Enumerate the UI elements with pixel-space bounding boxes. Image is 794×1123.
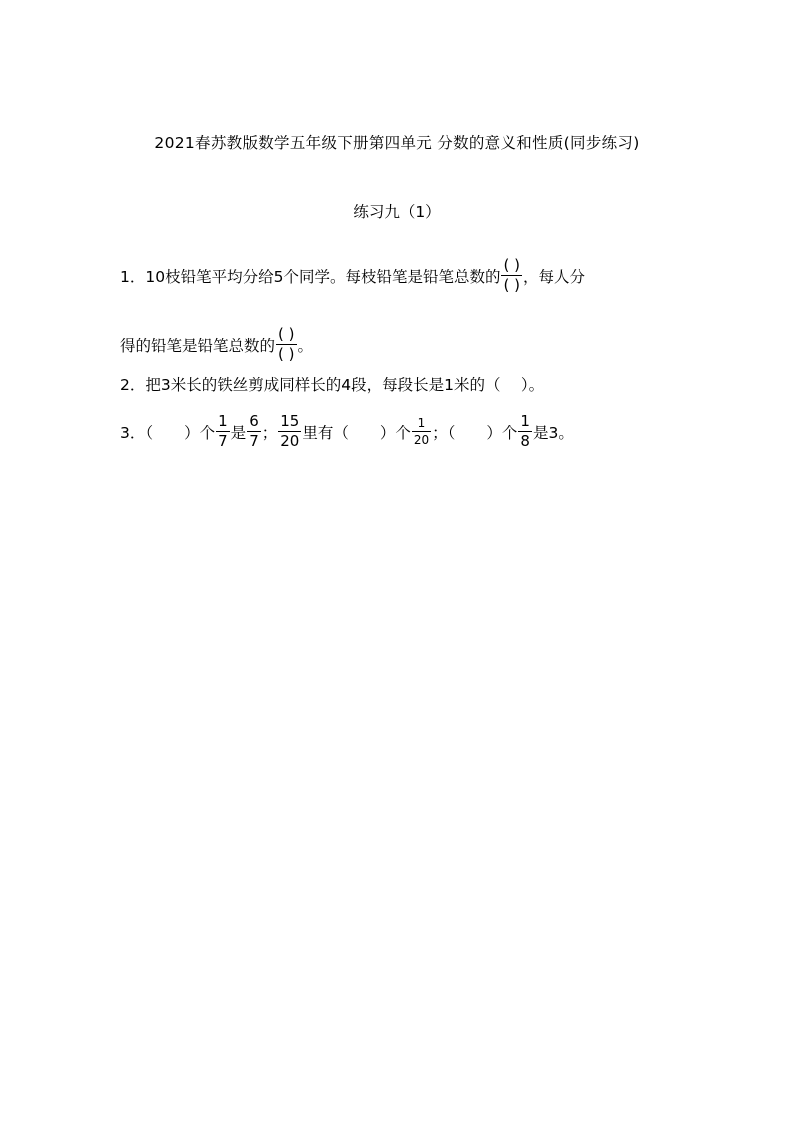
fraction-blank-2 bbox=[276, 327, 296, 362]
fraction-numerator: 15 bbox=[280, 412, 300, 430]
fraction-blank-1 bbox=[501, 258, 521, 293]
question-3 bbox=[120, 414, 574, 449]
question-3-text-6: 是3。 bbox=[532, 423, 574, 442]
question-1-text-d: 。 bbox=[297, 336, 314, 355]
question-1-line-2 bbox=[120, 327, 313, 362]
question-3-text-3: ； bbox=[261, 423, 278, 442]
fraction-numerator: ( ) bbox=[503, 256, 520, 274]
document-title: 2021春苏教版数学五年级下册第四单元 分数的意义和性质(同步练习) bbox=[154, 134, 640, 152]
question-1-text-a: 1．10枝铅笔平均分给5个同学。每枝铅笔是铅笔总数的 bbox=[120, 267, 501, 286]
fraction-denominator: 7 bbox=[218, 432, 228, 450]
fraction-numerator: 1 bbox=[417, 416, 426, 430]
fraction-denominator: ( ) bbox=[503, 276, 520, 294]
question-3-text-4: 里有（ ）个 bbox=[302, 423, 411, 442]
question-1-text-b: ，每人分 bbox=[522, 267, 585, 286]
fraction-1-20 bbox=[412, 417, 431, 446]
fraction-denominator: ( ) bbox=[278, 345, 295, 363]
fraction-numerator: 1 bbox=[218, 412, 228, 430]
fraction-1-8 bbox=[518, 414, 532, 449]
fraction-numerator: 1 bbox=[520, 412, 530, 430]
fraction-1-7 bbox=[216, 414, 230, 449]
fraction-denominator: 7 bbox=[249, 432, 259, 450]
fraction-numerator: ( ) bbox=[278, 325, 295, 343]
question-1-line-1 bbox=[120, 258, 585, 293]
fraction-numerator: 6 bbox=[249, 412, 259, 430]
question-2 bbox=[120, 373, 544, 395]
question-3-text-1: 3．（ ）个 bbox=[120, 423, 216, 442]
fraction-denominator: 20 bbox=[280, 432, 300, 450]
fraction-15-20 bbox=[278, 414, 301, 449]
fraction-6-7 bbox=[247, 414, 261, 449]
question-2-text: 2．把3米长的铁丝剪成同样长的4段，每段长是1米的（ ）。 bbox=[120, 376, 545, 394]
exercise-subtitle: 练习九（1） bbox=[353, 203, 441, 221]
fraction-denominator: 8 bbox=[520, 432, 530, 450]
question-3-text-5: ；（ ）个 bbox=[432, 423, 518, 442]
question-1-text-c: 得的铅笔是铅笔总数的 bbox=[120, 336, 276, 355]
question-3-text-2: 是 bbox=[230, 423, 247, 442]
fraction-denominator: 20 bbox=[413, 433, 430, 447]
